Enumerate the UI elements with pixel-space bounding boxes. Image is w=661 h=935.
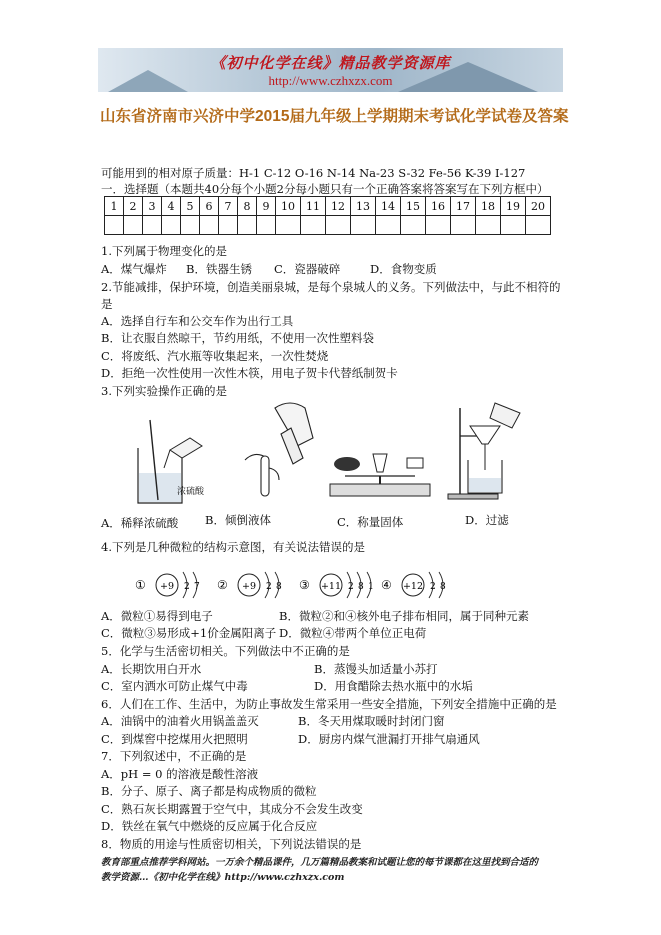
answer-cell[interactable] bbox=[326, 216, 351, 235]
q5-option-d: D．用食醋除去热水瓶中的水垢 bbox=[314, 679, 473, 693]
q3-stem: 3.下列实验操作正确的是 bbox=[101, 384, 227, 398]
q4-option-c: C．微粒③易形成+1价金属阳离子 bbox=[101, 626, 277, 640]
answer-table-number: 2 bbox=[124, 197, 143, 216]
particle-diagram bbox=[381, 572, 446, 598]
q6-option-a: A．油锅中的油着火用锅盖盖灭 bbox=[101, 714, 259, 728]
q7-option-d: D．铁丝在氧气中燃烧的反应属于化合反应 bbox=[101, 819, 318, 833]
page-title: 山东省济南市兴济中学2015届九年级上学期期末考试化学试卷及答案 bbox=[100, 108, 569, 125]
footer bbox=[101, 855, 571, 885]
answer-table-number: 20 bbox=[526, 197, 551, 216]
electron-count: 2 bbox=[266, 582, 272, 592]
particle-number: ③ bbox=[299, 578, 310, 592]
answer-cell[interactable] bbox=[257, 216, 276, 235]
answer-cell[interactable] bbox=[238, 216, 257, 235]
particle-diagram bbox=[135, 572, 200, 598]
q2-option-d: D．拒绝一次性使用一次性木筷，用电子贺卡代替纸制贺卡 bbox=[101, 366, 398, 380]
answer-cell[interactable] bbox=[124, 216, 143, 235]
q7-option-a: A．pH = 0 的溶液是酸性溶液 bbox=[101, 767, 259, 781]
q1-option-c: C．瓷器破碎 bbox=[274, 262, 341, 276]
q3-option-b: B．倾倒液体 bbox=[205, 513, 271, 527]
answer-cell[interactable] bbox=[451, 216, 476, 235]
answer-table-number: 5 bbox=[181, 197, 200, 216]
answer-table-number: 6 bbox=[200, 197, 219, 216]
q5-stem: 5．化学与生活密切相关。下列做法中不正确的是 bbox=[101, 644, 350, 658]
nucleus-charge: +11 bbox=[320, 581, 342, 592]
answer-cell[interactable] bbox=[276, 216, 301, 235]
q2-option-c: C．将废纸、汽水瓶等收集起来，一次性焚烧 bbox=[101, 349, 329, 363]
answer-cell[interactable] bbox=[526, 216, 551, 235]
answer-table-number: 11 bbox=[301, 197, 326, 216]
answer-table-number: 1 bbox=[105, 197, 124, 216]
q2-option-b: B．让衣服自然晾干，节约用纸，不使用一次性塑料袋 bbox=[101, 331, 374, 345]
particle-diagram bbox=[217, 572, 282, 598]
answer-table-number: 8 bbox=[238, 197, 257, 216]
q6-option-b: B．冬天用煤取暖时封闭门窗 bbox=[298, 714, 445, 728]
nucleus-charge: +9 bbox=[159, 581, 175, 592]
answer-table-number: 4 bbox=[162, 197, 181, 216]
answer-cell[interactable] bbox=[426, 216, 451, 235]
q4-stem: 4.下列是几种微粒的结构示意图，有关说法错误的是 bbox=[101, 540, 365, 554]
electron-count: 1 bbox=[368, 582, 374, 592]
answer-table-number: 7 bbox=[219, 197, 238, 216]
answer-cell[interactable] bbox=[501, 216, 526, 235]
answer-table-number: 16 bbox=[426, 197, 451, 216]
q3-option-c: C．称量固体 bbox=[337, 515, 404, 529]
answer-cell[interactable] bbox=[162, 216, 181, 235]
q1-option-b: B．铁器生锈 bbox=[186, 262, 252, 276]
acid-label: 浓硫酸 bbox=[177, 487, 205, 497]
answer-cell[interactable] bbox=[200, 216, 219, 235]
footer-line-1: 教育部重点推荐学科网站。一万余个精品课件，几万篇精品教案和试题让您的每节课都在这里找到合适的 bbox=[101, 857, 539, 868]
particle-diagrams bbox=[135, 568, 455, 602]
filtration-figure bbox=[440, 398, 540, 503]
q7-option-b: B．分子、原子、离子都是构成物质的微粒 bbox=[101, 784, 317, 798]
q6-option-c: C．到煤窖中挖煤用火把照明 bbox=[101, 732, 248, 746]
answer-table-number: 10 bbox=[276, 197, 301, 216]
q2-stem-cont: 是 bbox=[101, 297, 113, 311]
q4-option-d: D．微粒④带两个单位正电荷 bbox=[279, 626, 427, 640]
answer-table-number: 12 bbox=[326, 197, 351, 216]
q2-stem: 2.节能减排，保护环境，创造美丽泉城，是每个泉城人的义务。下列做法中，与此不相符的 bbox=[101, 280, 561, 294]
atomic-masses: 可能用到的相对原子质量：H-1 C-12 O-16 N-14 Na-23 S-32 Fe-56 K-39 I-127 bbox=[101, 166, 526, 180]
section-heading: 一．选择题（本题共40分每个小题2分每小题只有一个正确答案将答案写在下列方框中） bbox=[101, 182, 549, 196]
electron-count: 2 bbox=[184, 582, 190, 592]
q8-stem: 8．物质的用途与性质密切相关，下列说法错误的是 bbox=[101, 837, 362, 851]
particle-number: ① bbox=[135, 578, 146, 592]
particle-diagram bbox=[299, 572, 374, 598]
q7-stem: 7．下列叙述中，不正确的是 bbox=[101, 749, 247, 763]
q7-option-c: C．熟石灰长期露置于空气中，其成分不会发生改变 bbox=[101, 802, 363, 816]
electron-count: 2 bbox=[348, 582, 354, 592]
q4-option-b: B．微粒②和④核外电子排布相同，属于同种元素 bbox=[279, 609, 529, 623]
answer-table-number: 18 bbox=[476, 197, 501, 216]
footer-line-2[interactable]: 教学资源…《初中化学在线》http://www.czhxzx.com bbox=[101, 872, 345, 883]
answer-table-number: 3 bbox=[143, 197, 162, 216]
q5-option-b: B．蒸馒头加适量小苏打 bbox=[314, 662, 438, 676]
answer-table-number: 15 bbox=[401, 197, 426, 216]
answer-table-number: 14 bbox=[376, 197, 401, 216]
answer-table-number: 9 bbox=[257, 197, 276, 216]
q3-option-a: A．稀释浓硫酸 bbox=[101, 516, 179, 530]
nucleus-charge: +9 bbox=[241, 581, 257, 592]
nucleus-charge: +12 bbox=[402, 581, 424, 592]
answer-table-header-row bbox=[105, 197, 551, 216]
answer-table bbox=[104, 196, 551, 235]
answer-cell[interactable] bbox=[219, 216, 238, 235]
q1-option-a: A．煤气爆炸 bbox=[101, 262, 167, 276]
electron-count: 8 bbox=[358, 582, 364, 592]
banner-title: 《初中化学在线》精品教学资源库 bbox=[210, 54, 451, 72]
answer-table-number: 17 bbox=[451, 197, 476, 216]
answer-table-blank-row[interactable] bbox=[105, 216, 551, 235]
q6-option-d: D．厨房内煤气泄漏打开排气扇通风 bbox=[298, 732, 480, 746]
balance-figure bbox=[325, 448, 435, 498]
electron-count: 8 bbox=[440, 582, 446, 592]
answer-table-number: 13 bbox=[351, 197, 376, 216]
q6-stem: 6．人们在工作、生活中，为防止事故发生常采用一些安全措施，下列安全措施中正确的是 bbox=[101, 697, 557, 711]
answer-cell[interactable] bbox=[401, 216, 426, 235]
q2-option-a: A．选择自行车和公交车作为出行工具 bbox=[101, 314, 294, 328]
q1-option-d: D．食物变质 bbox=[370, 262, 437, 276]
answer-cell[interactable] bbox=[143, 216, 162, 235]
answer-cell[interactable] bbox=[376, 216, 401, 235]
particle-number: ④ bbox=[381, 578, 392, 592]
electron-count: 7 bbox=[194, 582, 200, 592]
answer-cell[interactable] bbox=[105, 216, 124, 235]
header-banner bbox=[98, 48, 563, 92]
particle-number: ② bbox=[217, 578, 228, 592]
electron-count: 2 bbox=[430, 582, 436, 592]
answer-cell[interactable] bbox=[181, 216, 200, 235]
banner-url[interactable]: http://www.czhxzx.com bbox=[268, 73, 393, 88]
answer-cell[interactable] bbox=[476, 216, 501, 235]
q4-option-a: A．微粒①易得到电子 bbox=[101, 609, 213, 623]
answer-cell[interactable] bbox=[301, 216, 326, 235]
pouring-liquid-figure bbox=[235, 398, 325, 503]
q1-stem: 1.下列属于物理变化的是 bbox=[101, 244, 227, 258]
q3-option-d: D．过滤 bbox=[465, 513, 509, 527]
answer-cell[interactable] bbox=[351, 216, 376, 235]
electron-count: 8 bbox=[276, 582, 282, 592]
q5-option-c: C．室内洒水可防止煤气中毒 bbox=[101, 679, 248, 693]
q5-option-a: A．长期饮用白开水 bbox=[101, 662, 202, 676]
answer-table-number: 19 bbox=[501, 197, 526, 216]
